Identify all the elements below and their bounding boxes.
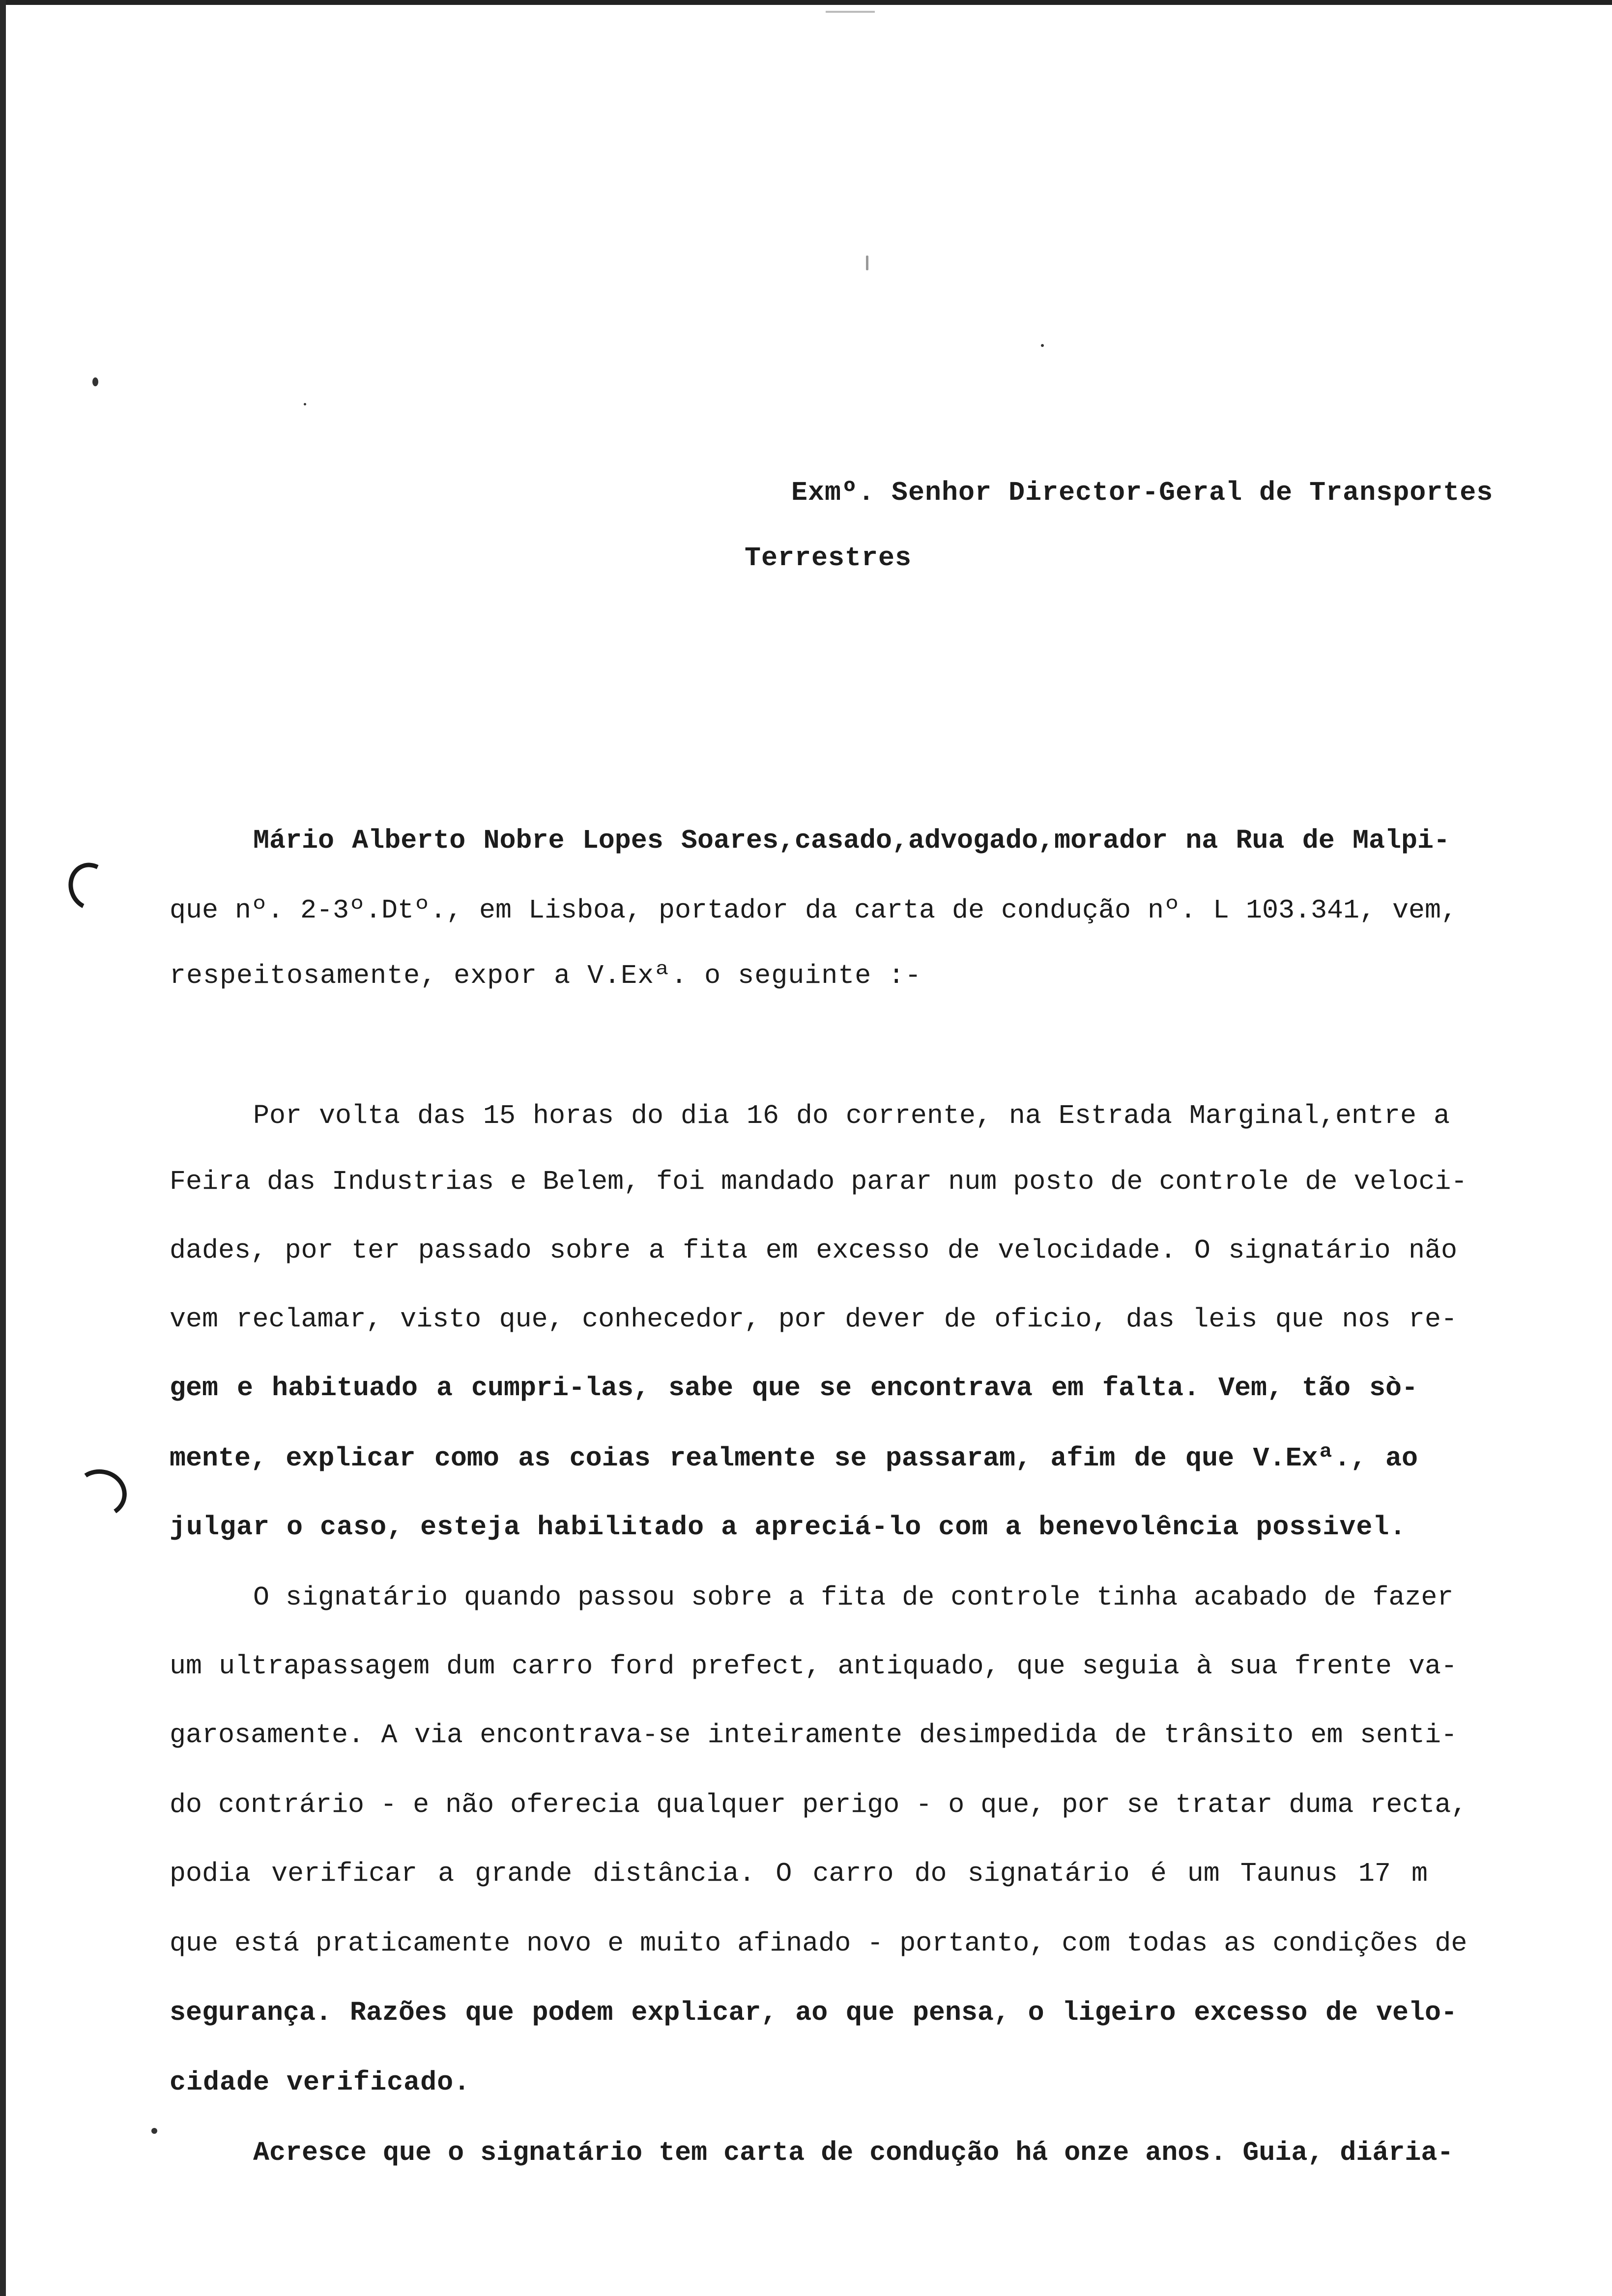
paragraph-2-line-4: vem reclamar, visto que, conhecedor, por dever de oficio, das leis que nos re- bbox=[170, 1304, 1457, 1335]
scan-speck bbox=[304, 403, 306, 405]
paragraph-4-line-1: Acresce que o signatário tem carta de condução há onze anos. Guia, diária- bbox=[253, 2137, 1454, 2168]
paragraph-3-line-7: segurança. Razões que podem explicar, ao que pensa, o ligeiro excesso de velo- bbox=[170, 1997, 1457, 2028]
paragraph-2-line-6: mente, explicar como as coias realmente se passaram, afim de que V.Exª., ao bbox=[170, 1443, 1418, 1474]
paragraph-1-line-1: Mário Alberto Nobre Lopes Soares,casado,advogado,morador na Rua de Malpi- bbox=[253, 825, 1450, 856]
scan-speck bbox=[1041, 344, 1044, 347]
addressee-line-2: Terrestres bbox=[745, 543, 912, 574]
scan-border-top bbox=[0, 0, 1612, 5]
paragraph-3-line-8: cidade verificado. bbox=[170, 2067, 471, 2098]
scan-border-left bbox=[0, 0, 6, 2296]
paragraph-3-line-6: que está praticamente novo e muito afinado - portanto, com todas as condições de bbox=[170, 1928, 1468, 1959]
paragraph-1-line-2: que nº. 2-3º.Dtº., em Lisboa, portador da carta de condução nº. L 103.341, vem, bbox=[170, 895, 1457, 926]
paragraph-2-line-5: gem e habituado a cumpri-las, sabe que se encontrava em falta. Vem, tão sò- bbox=[170, 1373, 1418, 1404]
scan-speck bbox=[92, 377, 98, 386]
paragraph-3-line-1: O signatário quando passou sobre a fita de controle tinha acabado de fazer bbox=[253, 1582, 1454, 1613]
paragraph-2-line-3: dades, por ter passado sobre a fita em excesso de velocidade. O signatário não bbox=[170, 1235, 1457, 1266]
punch-mark-lower bbox=[70, 1465, 130, 1521]
paragraph-3-line-2: um ultrapassagem dum carro ford prefect, antiquado, que seguia à sua frente va- bbox=[170, 1651, 1457, 1682]
paragraph-2-line-7: julgar o caso, esteja habilitado a apreciá-lo com a benevolência possivel. bbox=[170, 1512, 1407, 1543]
scan-speck bbox=[866, 256, 868, 270]
addressee-line-1: Exmº. Senhor Director-Geral de Transportes bbox=[791, 477, 1494, 508]
scan-speck bbox=[826, 11, 875, 13]
paragraph-3-line-3: garosamente. A via encontrava-se inteiramente desimpedida de trânsito em senti- bbox=[170, 1720, 1457, 1751]
paragraph-1-line-3: respeitosamente, expor a V.Exª. o seguinte :- bbox=[170, 960, 922, 991]
paragraph-2-line-1: Por volta das 15 horas do dia 16 do corrente, na Estrada Marginal,entre a bbox=[253, 1100, 1450, 1131]
paragraph-3-line-4: do contrário - e não oferecia qualquer perigo - o que, por se tratar duma recta, bbox=[170, 1789, 1468, 1820]
paragraph-2-line-2: Feira das Industrias e Belem, foi mandado parar num posto de controle de veloci- bbox=[170, 1166, 1468, 1197]
scan-speck bbox=[151, 2128, 157, 2134]
paragraph-3-line-5: podia verificar a grande distância. O carro do signatário é um Taunus 17 m bbox=[170, 1858, 1428, 1889]
punch-mark-upper bbox=[62, 857, 119, 917]
